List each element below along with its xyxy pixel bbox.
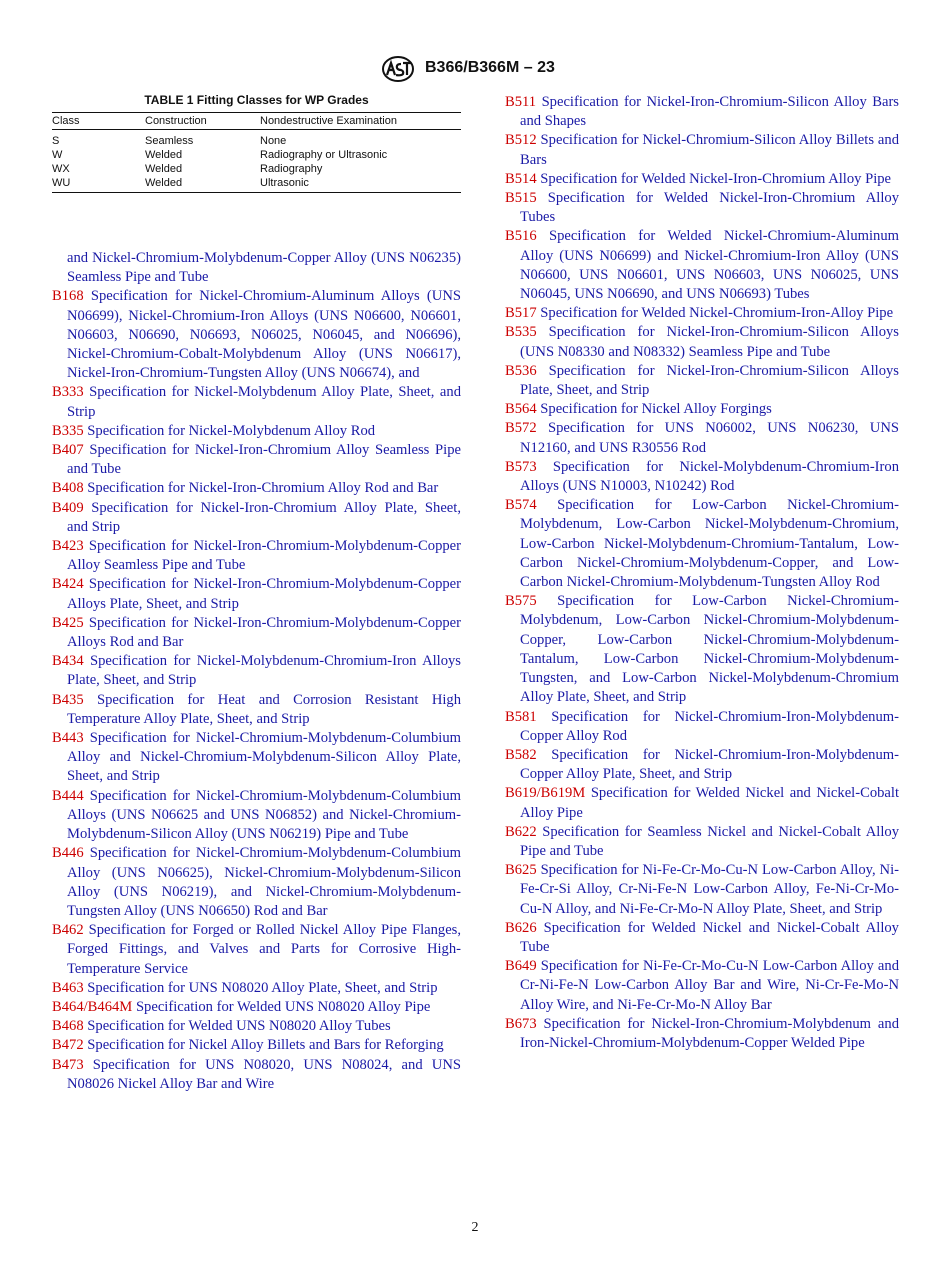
reference-code: B572 (505, 420, 537, 437)
reference-text: Specification for Nickel-Iron-Chromium-Silicon Alloy Bars and Shapes (520, 94, 899, 130)
reference-text: Specification for Nickel-Molybdenum-Chromium-Iron Alloys (UNS N10003, N10242) Rod (520, 458, 899, 495)
reference-code: B333 (52, 384, 84, 401)
reference-text: Specification for Welded Nickel and Nickel-Cobalt Alloy Pipe (520, 785, 900, 821)
table-cell: Radiography or Ultrasonic (260, 149, 388, 161)
reference-item[interactable] (505, 458, 899, 496)
reference-item[interactable] (52, 979, 461, 998)
reference-text: Specification for Welded Nickel-Iron-Chromium Alloy Tubes (520, 190, 899, 226)
reference-code: B535 (505, 324, 537, 341)
reference-code: B446 (52, 845, 84, 862)
reference-code: B423 (52, 538, 84, 555)
reference-item[interactable] (52, 844, 461, 921)
reference-continuation[interactable] (52, 249, 461, 287)
reference-code: B512 (505, 132, 537, 149)
reference-text: Specification for Welded UNS N08020 Alloy Pipe (135, 998, 431, 1015)
table-title: TABLE 1 Fitting Classes for WP Grades (144, 93, 369, 107)
reference-code: B462 (52, 922, 84, 939)
reference-item[interactable] (52, 1056, 461, 1094)
reference-item[interactable] (505, 93, 899, 131)
reference-code: B468 (52, 1018, 84, 1035)
reference-item[interactable] (505, 170, 899, 189)
reference-item[interactable] (505, 823, 899, 861)
column-header-construction: Construction (145, 113, 260, 130)
table-row (52, 162, 461, 176)
table-cell: Welded (145, 149, 183, 161)
reference-text: Specification for UNS N06002, UNS N06230, UNS N12160, and UNS R30556 Rod (520, 420, 899, 456)
reference-item[interactable] (52, 1017, 461, 1036)
reference-text: Specification for Nickel-Chromium-Molybdenum-Columbium Alloy and Nickel-Chromium-Molybdenum-Silicon Alloy Plate, Sheet, and Strip (67, 730, 461, 785)
reference-code: B407 (52, 442, 84, 459)
table-row (52, 176, 461, 193)
reference-code: B424 (52, 576, 84, 593)
reference-text: Specification for Low-Carbon Nickel-Chromium-Molybdenum, Low-Carbon Nickel-Molybdenum-Chromium, Low-Carbon Nickel-Molybdenum-Chromium-Tantalum, Low-Carbon Nickel-Chromium-Molybdenum-Copper, and Low-Carbon Nickel-Chromium-Molybdenum-Tungsten Alloy Rod (520, 497, 899, 591)
reference-item[interactable] (52, 652, 461, 690)
reference-item[interactable] (505, 919, 899, 957)
reference-item[interactable] (505, 323, 899, 361)
reference-text: Specification for Nickel-Iron-Chromium Alloy Rod and Bar (87, 480, 439, 497)
reference-text: Specification for Nickel-Chromium-Molybdenum-Columbium Alloys (UNS N06625 and UNS N06852) and Nickel-Chromium-Molybdenum-Silicon Alloy (UNS N06219) Pipe and Tube (67, 787, 461, 843)
reference-text: Specification for Nickel-Molybdenum Alloy Plate, Sheet, and Strip (67, 384, 461, 420)
reference-item[interactable] (505, 592, 899, 707)
reference-code: B435 (52, 691, 84, 708)
reference-code: B573 (505, 458, 537, 475)
reference-text: Specification for Nickel-Chromium-Silicon Alloy Billets and Bars (520, 132, 899, 168)
reference-text: Specification for Welded Nickel and Nickel-Cobalt Alloy Tube (520, 919, 899, 955)
fitting-classes-table (52, 112, 461, 193)
reference-item[interactable] (505, 304, 899, 323)
reference-text: Specification for Nickel-Chromium-Aluminum Alloys (UNS N06699), Nickel-Chromium-Iron Alloys (UNS N06600, N06601, N06603, N06690, N06693, N06025, N06045, and N06696), Nickel-Chromium-Cobalt-Molybdenum Alloy (UNS N06617), Nickel-Iron-Chromium-Tungsten Alloy (UNS N06674), and (67, 288, 461, 382)
reference-code: B575 (505, 593, 537, 610)
reference-item[interactable] (505, 131, 899, 169)
reference-text: Specification for Nickel-Iron-Chromium-Silicon Alloys (UNS N08330 and N08332) Seamless Pipe and Tube (520, 324, 899, 360)
reference-text: Specification for Nickel-Iron-Chromium-Molybdenum and Iron-Nickel-Chromium-Molybdenum-Copper Welded Pipe (520, 1015, 899, 1051)
reference-item[interactable] (52, 998, 461, 1017)
reference-code: B443 (52, 730, 84, 747)
reference-code: B434 (52, 653, 84, 670)
reference-text: Specification for UNS N08020, UNS N08024, and UNS N08026 Nickel Alloy Bar and Wire (67, 1056, 461, 1092)
reference-item[interactable] (52, 614, 461, 652)
reference-text: Specification for Nickel-Chromium-Iron-Molybdenum-Copper Alloy Rod (520, 708, 899, 744)
reference-item[interactable] (52, 383, 461, 421)
page-number: 2 (471, 1220, 479, 1235)
reference-code: B463 (52, 979, 84, 996)
reference-item[interactable] (505, 861, 899, 919)
reference-code: B516 (505, 228, 537, 245)
reference-text: Specification for Seamless Nickel and Nickel-Cobalt Alloy Pipe and Tube (520, 823, 899, 859)
reference-text: Specification for UNS N08020 Alloy Plate, Sheet, and Strip (87, 979, 438, 996)
reference-item[interactable] (505, 1015, 899, 1053)
reference-code: B626 (505, 919, 537, 936)
reference-item[interactable] (52, 691, 461, 729)
reference-code: B536 (505, 362, 537, 379)
table-cell: Welded (145, 163, 183, 175)
reference-code: B444 (52, 787, 84, 804)
reference-item[interactable] (52, 479, 461, 498)
reference-text: Specification for Nickel-Chromium-Molybdenum-Columbium Alloy (UNS N06625), Nickel-Chromium-Molybdenum-Silicon Alloy (UNS N06219), and Nickel-Chromium-Molybdenum-Tungsten Alloy (UNS N06650) Rod and Bar (67, 845, 461, 919)
reference-item[interactable] (52, 441, 461, 479)
reference-text: Specification for Nickel-Molybdenum-Chromium-Iron Alloys Plate, Sheet, and Strip (67, 653, 461, 689)
table-row (52, 130, 461, 149)
document-designation: B366/B366M – 23 (425, 59, 555, 76)
reference-code: B581 (505, 708, 537, 725)
reference-code: B464/B464M (52, 998, 133, 1015)
column-header-class: Class (52, 113, 145, 130)
reference-item[interactable] (505, 189, 899, 227)
table-cell: WU (52, 176, 145, 193)
reference-item[interactable] (52, 499, 461, 537)
page-header (0, 55, 950, 85)
reference-code: B622 (505, 823, 537, 840)
reference-text: Specification for Heat and Corrosion Resistant High Temperature Alloy Plate, Sheet, and Strip (67, 691, 462, 727)
table-cell: Radiography (260, 163, 323, 175)
reference-code: B625 (505, 862, 537, 879)
reference-code: B619/B619M (505, 785, 586, 802)
reference-text: Specification for Nickel-Molybdenum Alloy Rod (87, 422, 376, 439)
reference-text: and Nickel-Chromium-Molybdenum-Copper Alloy (UNS N06235) Seamless Pipe and Tube (67, 250, 461, 286)
reference-item[interactable] (505, 957, 899, 1015)
reference-code: B425 (52, 614, 84, 631)
reference-text: Specification for Welded Nickel-Chromium-Aluminum Alloy (UNS N06699) and Nickel-Chromium-Iron Alloy (UNS N06600, UNS N06601, UNS N06603, UNS N06025, UNS N06045, UNS N06690, and UNS N06693) Tubes (520, 228, 899, 303)
reference-code: B574 (505, 497, 537, 514)
reference-code: B582 (505, 746, 537, 763)
reference-item[interactable] (505, 362, 899, 400)
reference-item[interactable] (505, 746, 899, 784)
reference-text: Specification for Nickel-Iron-Chromium Alloy Plate, Sheet, and Strip (67, 499, 461, 535)
left-column (52, 93, 461, 1094)
reference-item[interactable] (52, 787, 461, 845)
reference-item[interactable] (52, 1036, 461, 1055)
reference-text: Specification for Nickel-Iron-Chromium-Molybdenum-Copper Alloys Plate, Sheet, and Strip (67, 576, 461, 612)
reference-code: B408 (52, 480, 84, 497)
reference-text: Specification for Low-Carbon Nickel-Chromium-Molybdenum, Low-Carbon Nickel-Chromium-Molybdenum-Copper, Low-Carbon Nickel-Chromium-Molybdenum-Tantalum, Low-Carbon Nickel-Chromium-Molybdenum-Tungsten, and Low-Carbon Nickel-Molybdenum-Chromium Alloy Plate, Sheet, and Strip (520, 593, 899, 706)
table-cell: W (52, 149, 63, 161)
reference-item[interactable] (52, 921, 461, 979)
reference-code: B564 (505, 401, 537, 418)
reference-text: Specification for Welded Nickel-Chromium-Iron-Alloy Pipe (540, 305, 894, 322)
left-reference-list (52, 249, 461, 1094)
reference-item[interactable] (505, 496, 899, 592)
reference-item[interactable] (52, 729, 461, 787)
table-header-row (52, 113, 461, 130)
reference-text: Specification for Nickel-Iron-Chromium Alloy Seamless Pipe and Tube (67, 442, 461, 478)
reference-code: B473 (52, 1056, 84, 1073)
reference-item[interactable] (505, 227, 899, 304)
reference-item[interactable] (52, 537, 461, 575)
reference-text: Specification for Forged or Rolled Nickel Alloy Pipe Flanges, Forged Fittings, and Valves and Parts for Corrosive High-Temperature Service (67, 922, 461, 977)
reference-text: Specification for Nickel-Iron-Chromium-Silicon Alloys Plate, Sheet, and Strip (520, 362, 899, 399)
table-cell: WX (52, 163, 70, 175)
table-row (52, 148, 461, 162)
right-reference-list (505, 93, 899, 1053)
reference-code: B649 (505, 958, 537, 975)
table-cell: Seamless (145, 135, 194, 147)
reference-item[interactable] (505, 708, 899, 746)
reference-code: B514 (505, 170, 537, 187)
column-header-nde: Nondestructive Examination (260, 113, 461, 130)
table-cell: Welded (145, 176, 260, 193)
reference-code: B673 (505, 1015, 537, 1032)
reference-code: B168 (52, 288, 84, 305)
reference-item[interactable] (505, 400, 899, 419)
reference-text: Specification for Nickel Alloy Billets and Bars for Reforging (87, 1037, 444, 1054)
reference-code: B472 (52, 1037, 84, 1054)
reference-text: Specification for Nickel-Chromium-Iron-Molybdenum-Copper Alloy Plate, Sheet, and Strip (520, 746, 899, 783)
reference-text: Specification for Welded Nickel-Iron-Chromium Alloy Pipe (540, 170, 892, 187)
table-cell: Ultrasonic (260, 176, 461, 193)
reference-text: Specification for Welded UNS N08020 Alloy Tubes (87, 1018, 391, 1035)
reference-code: B517 (505, 305, 537, 322)
reference-item[interactable] (52, 422, 461, 441)
reference-text: Specification for Nickel-Iron-Chromium-Molybdenum-Copper Alloys Rod and Bar (67, 614, 461, 651)
reference-item[interactable] (52, 575, 461, 613)
reference-code: B515 (505, 190, 537, 207)
astm-logo-icon (381, 55, 415, 83)
reference-item[interactable] (52, 287, 461, 383)
reference-item[interactable] (505, 784, 899, 822)
reference-text: Specification for Ni-Fe-Cr-Mo-Cu-N Low-Carbon Alloy and Cr-Ni-Fe-N Low-Carbon Alloy Bar and Wire, Ni-Cr-Fe-Mo-N Alloy Wire, and Ni-Fe-Cr-Mo-N Alloy Bar (520, 958, 899, 1013)
reference-text: Specification for Nickel Alloy Forgings (540, 401, 772, 418)
table-cell: None (260, 135, 287, 147)
right-column (505, 93, 899, 1053)
reference-text: Specification for Nickel-Iron-Chromium-Molybdenum-Copper Alloy Seamless Pipe and Tube (67, 538, 461, 574)
reference-item[interactable] (505, 419, 899, 457)
reference-code: B409 (52, 499, 84, 516)
reference-code: B511 (505, 94, 537, 110)
reference-code: B335 (52, 422, 84, 439)
table-cell: S (52, 135, 60, 147)
reference-text: Specification for Ni-Fe-Cr-Mo-Cu-N Low-Carbon Alloy, Ni-Fe-Cr-Si Alloy, Cr-Ni-Fe-N Low-Carbon Alloy, Fe-Ni-Cr-Mo-Cu-N Alloy, and Ni-Fe-Cr-Mo-N Alloy Plate, Sheet, and Strip (520, 862, 899, 917)
